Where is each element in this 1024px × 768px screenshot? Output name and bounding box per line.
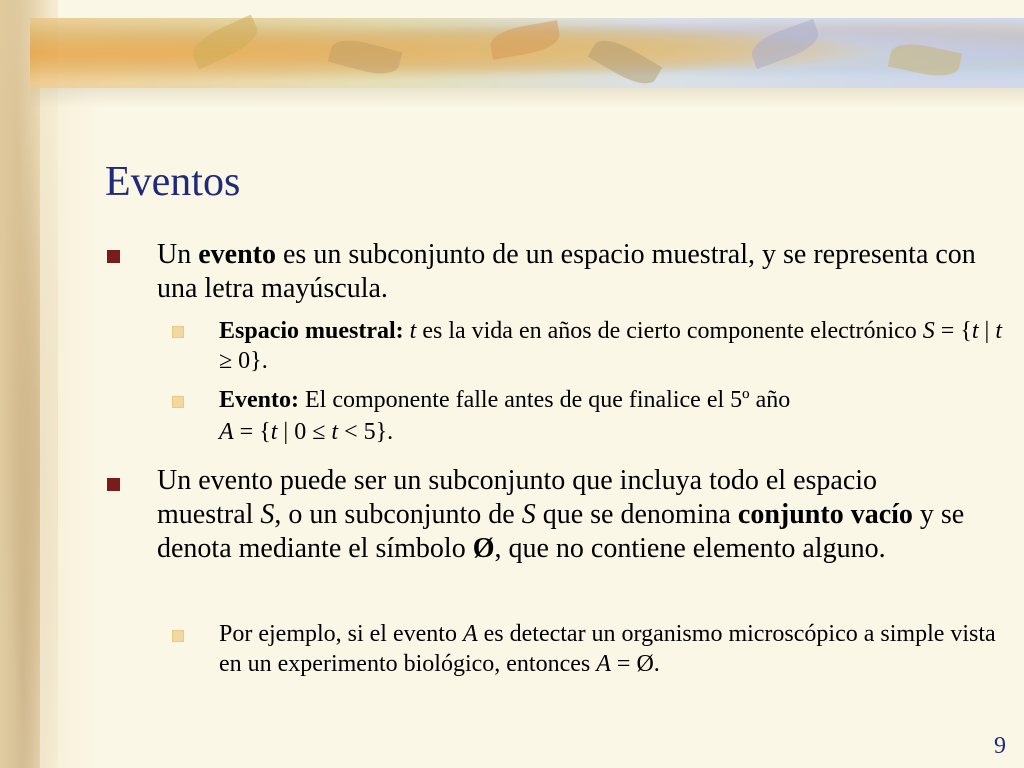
square-sub-bullet-icon	[172, 326, 184, 338]
banner-shadow	[30, 88, 1024, 108]
label: Evento:	[219, 387, 299, 413]
text: Por ejemplo, si el evento	[219, 621, 463, 647]
bullet-evento-definition	[157, 238, 977, 306]
text: Un	[157, 239, 199, 270]
leaf-banner-image	[30, 18, 1024, 88]
leaf-decoration	[187, 15, 262, 70]
square-sub-bullet-icon	[172, 630, 184, 642]
var: t	[971, 318, 979, 344]
var: S	[260, 499, 275, 530]
leaf-decoration	[747, 19, 822, 69]
square-bullet-icon	[107, 250, 120, 263]
term-conjunto-vacio: conjunto vacío	[737, 499, 913, 530]
text: y se denota mediante el símbolo	[157, 499, 965, 564]
sub-bullet-espacio-muestral	[219, 316, 1009, 376]
var: t	[331, 419, 339, 445]
empty-set-symbol: Ø	[472, 533, 495, 564]
slide-title: Eventos	[105, 159, 241, 205]
term-evento: evento	[198, 239, 276, 270]
text: ≥ 0}.	[219, 348, 268, 374]
slide-number: 9	[994, 733, 1006, 759]
text: Un evento puede ser un subconjunto que incluya todo el espacio muestral	[157, 465, 878, 530]
var: A	[462, 621, 478, 647]
var: t	[409, 318, 417, 344]
var: t	[270, 419, 278, 445]
var: S	[922, 318, 935, 344]
text: es detectar un organismo microscópico a simple vista en un experimento biológico, entonces	[219, 621, 996, 677]
sub-bullet-ejemplo-vacio	[219, 619, 1009, 679]
text: | 0 ≤	[277, 419, 332, 445]
line	[219, 417, 1009, 447]
square-bullet-icon	[107, 478, 120, 491]
leaf-decoration	[588, 32, 663, 91]
text: es un subconjunto de un espacio muestral, y se representa con una letra mayúscula.	[157, 239, 976, 304]
leaf-decoration	[888, 39, 962, 81]
var: A	[596, 651, 611, 677]
sub-bullet-evento-example	[219, 385, 1009, 447]
text: |	[978, 318, 996, 344]
text: , que no contiene elemento alguno.	[494, 533, 886, 564]
bullet-conjunto-vacio	[157, 464, 977, 566]
text: = {	[934, 318, 972, 344]
text: = Ø.	[610, 651, 660, 677]
var: A	[219, 419, 234, 445]
text: , o un subconjunto de	[274, 499, 522, 530]
text: que se denomina	[535, 499, 738, 530]
text: es la vida en años de cierto componente electrónico	[416, 318, 923, 344]
label: Espacio muestral:	[219, 318, 404, 344]
square-sub-bullet-icon	[172, 396, 184, 408]
leaf-decoration	[488, 20, 562, 60]
text: = {	[233, 419, 271, 445]
text: El componente falle antes de que finalice el 5º año	[299, 387, 791, 413]
line	[219, 385, 1009, 415]
parchment-fade	[40, 60, 100, 768]
text: < 5}.	[338, 419, 394, 445]
var: S	[521, 499, 536, 530]
var: t	[995, 318, 1003, 344]
leaf-decoration	[328, 34, 403, 79]
